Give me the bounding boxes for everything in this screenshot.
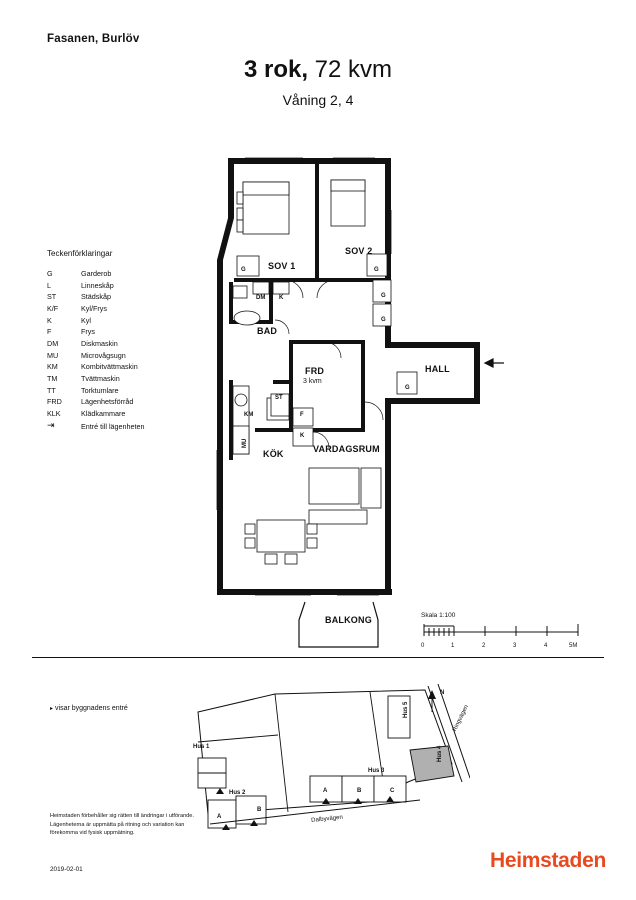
entrance-note [50,705,128,712]
legend-item [47,268,217,280]
closet-label-st: ST [275,395,283,401]
page-title-bold: 3 rok, [243,56,308,83]
room-label-kok: KÖK [263,449,284,459]
closet-label-g: G [381,317,386,323]
street-label-ringvagen: Ringvägen [452,704,470,733]
legend-key: DM [47,338,59,348]
legend-item [47,291,217,303]
legend-item [47,408,217,420]
legend-key: MU [47,350,59,360]
legend-entry-row [47,421,217,433]
room-label-frd: FRD [305,366,325,376]
legend-key: KM [47,362,58,372]
legend-value: Frys [81,327,95,337]
heimstaden-logo: Heimstaden [489,849,606,872]
appliance-label-k2: K [279,295,284,301]
legend-entry-label: Entré till lägenheten [81,422,145,432]
legend-key: L [47,280,51,290]
scale-ticks [421,643,581,652]
scale-ruler [421,622,581,638]
site-section-a1: A [217,814,222,820]
closet-label-g: G [374,267,379,273]
page-subtitle: Våning 2, 4 [282,92,354,108]
document-date: 2019-02-01 [50,866,83,873]
legend-key: F [47,327,52,337]
disclaimer-text: Heimstaden förbehåller sig rätten till ändringar i utförande. Lägenheterna är uppmätta på ritning och variation kan förekomma vid fysisk uppmätning. [50,813,194,837]
site-building-hus1: Hus 1 [193,744,210,750]
appliance-label-mu: MU [242,438,248,448]
closet-label-g: G [405,385,410,391]
scale-tick: 3 [513,643,517,649]
triangle-icon: ▸ [50,706,54,712]
legend-value: Microvågsugn [81,350,126,360]
scale-tick: 2 [482,643,486,649]
legend-key: G [47,268,53,278]
legend-value: Städskåp [81,292,111,302]
legend-value: Klädkammare [81,408,126,418]
legend-value: Linneskåp [81,280,114,290]
site-building-hus3: Hus 3 [368,768,385,774]
legend-item [47,303,217,315]
floorplan-drawing [215,150,505,650]
appliance-label-k: K [300,433,305,439]
legend-item [47,361,217,373]
site-building-hus4: Hus 4 [437,745,443,762]
site-section-b1: B [257,807,262,813]
compass-north-label: N [440,690,445,696]
scale-tick: 5M [569,643,578,649]
legend-key: TM [47,373,58,383]
legend-item [47,396,217,408]
room-label-sov2: SOV 2 [345,246,373,256]
legend [47,248,217,433]
appliance-label-km: KM [244,412,254,418]
legend-value: Torktumlare [81,385,119,395]
scale-tick: 4 [544,643,548,649]
scale-label: Skala 1:100 [421,612,456,619]
entry-arrow-icon: ⇥ [47,420,55,431]
legend-item [47,280,217,292]
appliance-label-dm: DM [256,295,266,301]
site-section-a2: A [323,788,328,794]
legend-value: Kombitvättmaskin [81,362,138,372]
room-label-hall: HALL [425,364,450,374]
legend-value: Lägenhetsförråd [81,397,134,407]
legend-title: Teckenförklaringar [47,249,113,258]
site-building-hus2: Hus 2 [229,790,246,796]
legend-key: TT [47,385,56,395]
appliance-label-f: F [300,412,304,418]
legend-key: ST [47,292,57,302]
legend-item [47,385,217,397]
closet-label-g: G [241,267,246,273]
legend-key: K [47,315,52,325]
legend-item [47,350,217,362]
legend-value: Garderob [81,268,112,278]
legend-value: Kyl [81,315,91,325]
legend-value: Tvättmaskin [81,373,120,383]
legend-key: KLK [47,408,61,418]
legend-item [47,315,217,327]
scale-tick: 1 [451,643,455,649]
room-label-bad: BAD [257,326,278,336]
estate-name: Fasanen, Burlöv [47,33,140,45]
scale-bar [421,612,581,652]
room-label-sov1: SOV 1 [268,261,296,271]
site-section-b2: B [357,788,362,794]
frd-area: 3 kvm [303,378,322,385]
entrance-note-label: visar byggnadens entré [55,705,128,712]
street-label-dalbyvagen: Dalbyvägen [311,814,344,824]
page-title [0,56,636,84]
legend-item [47,338,217,350]
site-section-c: C [390,788,395,794]
room-label-balkong: BALKONG [325,615,372,625]
legend-item [47,373,217,385]
legend-value: Diskmaskin [81,338,118,348]
scale-tick: 0 [421,643,425,649]
page-title-light: 72 kvm [308,56,393,83]
section-divider [32,657,604,658]
site-building-hus5: Hus 5 [403,701,409,718]
legend-item [47,326,217,338]
site-plan [170,672,470,852]
legend-key: FRD [47,397,62,407]
legend-key: K/F [47,303,59,313]
legend-value: Kyl/Frys [81,303,107,313]
closet-label-g: G [381,293,386,299]
room-label-vardagsrum: VARDAGSRUM [313,444,380,454]
